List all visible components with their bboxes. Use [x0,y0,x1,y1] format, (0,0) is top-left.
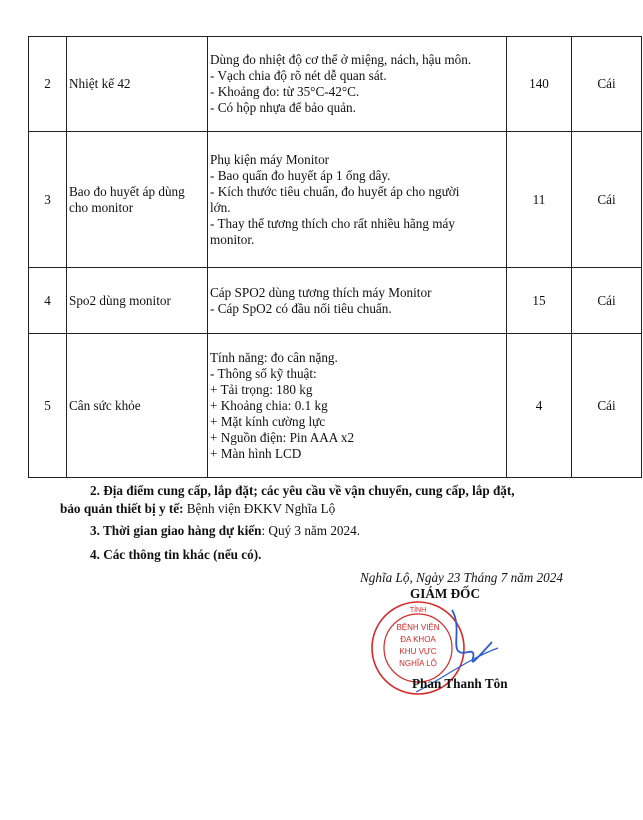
section-3 [90,522,360,540]
section-4 [90,546,261,564]
desc-line: - Cáp SpO2 có đầu nối tiêu chuẩn. [210,300,392,316]
row-description [208,132,507,268]
stamp-text: BỆNH VIỆN [396,623,440,632]
table-row [29,37,642,132]
row-description [208,268,507,334]
table-row [29,334,642,478]
row-qty: 11 [507,132,572,268]
row-unit: Cái [572,37,642,132]
section-2-line1 [90,482,515,500]
section-3-heading: 3. Thời gian giao hàng dự kiến [90,523,262,538]
stamp-text: TỈNH [409,607,427,614]
desc-line: - Kích thước tiêu chuẩn, đo huyết áp cho người [210,183,460,199]
row-name [67,132,208,268]
desc-line: Cáp SPO2 dùng tương thích máy Monitor [210,284,432,300]
place-date: Nghĩa Lộ, Ngày 23 Tháng 7 năm 2024 [360,570,563,585]
equipment-table [28,36,642,478]
desc-line: + Khoảng chia: 0.1 kg [210,397,328,413]
row-stt: 4 [29,268,67,334]
row-qty: 140 [507,37,572,132]
row-name [67,334,208,478]
row-stt: 5 [29,334,67,478]
desc-line: + Màn hình LCD [210,445,302,461]
row-name-line: cho monitor [69,199,134,215]
section-3-value: : Quý 3 năm 2024. [261,523,360,538]
row-description [208,37,507,132]
row-name-line: Bao đo huyết áp dùng [69,183,185,199]
row-stt: 3 [29,132,67,268]
desc-line: monitor. [210,231,255,247]
desc-line: - Khoảng đo: từ 35°C-42°C. [210,84,360,99]
desc-line: + Nguồn điện: Pin AAA x2 [210,429,355,445]
row-qty: 15 [507,268,572,334]
desc-line: + Mặt kính cường lực [210,413,326,429]
section-4-heading: 4. Các thông tin khác (nếu có). [90,547,262,562]
desc-line: Dùng đo nhiệt độ cơ thể ở miệng, nách, hậu môn. [210,52,472,67]
desc-line: - Thông số kỹ thuật: [210,365,317,381]
section-2-line2 [60,500,335,518]
stamp-text: ĐA KHOA [400,635,436,644]
signature-stroke [452,610,492,662]
row-unit: Cái [572,132,642,268]
table-row [29,132,642,268]
desc-line: lớn. [210,199,231,215]
section-2-heading-cont: bảo quản thiết bị y tế: [60,501,184,516]
stamp-text: NGHĨA LỘ [399,659,437,668]
row-stt: 2 [29,37,67,132]
section-2-value: Bệnh viện ĐKKV Nghĩa Lộ [183,501,336,516]
row-qty: 4 [507,334,572,478]
desc-line: + Tải trọng: 180 kg [210,381,313,397]
row-name [67,268,208,334]
desc-line: - Bao quấn đo huyết áp 1 ống dây. [210,167,391,183]
stamp-text: KHU VỰC [399,647,437,656]
row-name-line: Spo2 dùng monitor [69,292,171,308]
row-name-line: Nhiệt kế 42 [69,76,131,91]
row-unit: Cái [572,334,642,478]
row-description [208,334,507,478]
signer-title: GIÁM ĐỐC [410,586,480,601]
section-2-heading: 2. Địa điểm cung cấp, lắp đặt; các yêu cầu về vận chuyển, cung cấp, lắp đặt, [90,483,515,498]
row-name-line: Cân sức khỏe [69,397,141,413]
desc-line: - Thay thế tương thích cho rất nhiều hãng máy [210,215,455,231]
desc-line: Tính năng: đo cân nặng. [210,349,338,365]
desc-line: - Có hộp nhựa để bảo quản. [210,100,356,115]
row-name [67,37,208,132]
table-row [29,268,642,334]
row-unit: Cái [572,268,642,334]
desc-line: - Vạch chia độ rõ nét dễ quan sát. [210,68,387,83]
signer-name: Phan Thanh Tôn [412,676,508,691]
desc-line: Phụ kiện máy Monitor [210,151,330,167]
